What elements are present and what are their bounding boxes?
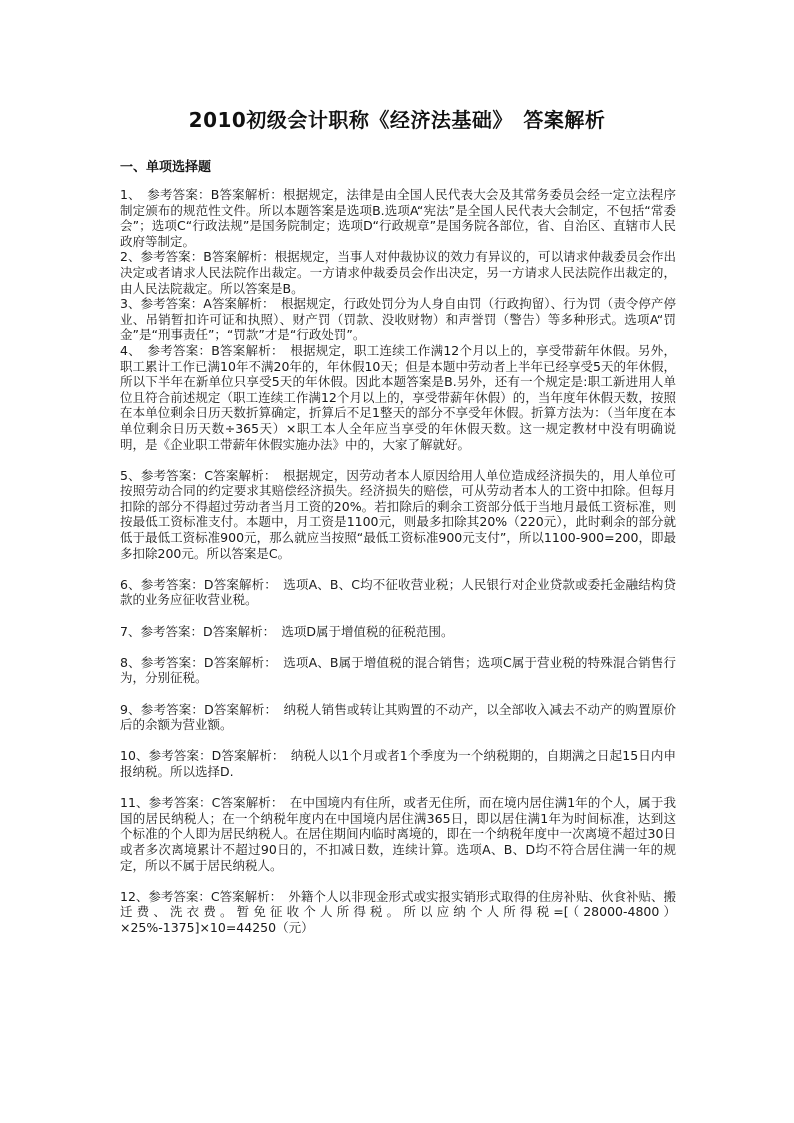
answer-list — [120, 187, 676, 936]
answer-paragraph-10: 10、参考答案：D答案解析： 纳税人以1个月或者1个季度为一个纳税期的，自期满之日起15日内申报纳税。所以选择D. — [120, 748, 676, 779]
answer-paragraph-8: 8、参考答案：D答案解析： 选项A、B属于增值税的混合销售；选项C属于营业税的特殊混合销售行为，分别征税。 — [120, 654, 676, 686]
answer-paragraph-12: 12、参考答案：C答案解析： 外籍个人以非现金形式或实报实销形式取得的住房补贴、伙食补贴、搬迁费、洗衣费。暂免征收个人所得税。所以应纳个人所得税=[（28000-4800）×25%-1375]×10=44250（元） — [120, 888, 676, 935]
answer-paragraph-9: 9、参考答案：D答案解析： 纳税人销售或转让其购置的不动产，以全部收入减去不动产的购置原价后的余额为营业额。 — [120, 701, 676, 733]
answer-paragraph-7: 7、参考答案：D答案解析： 选项D属于增值税的征税范围。 — [120, 623, 454, 639]
answer-paragraph-3: 3、参考答案：A答案解析： 根据规定，行政处罚分为人身自由罚（行政拘留）、行为罚（责令停产停业、吊销暂扣许可证和执照）、财产罚（罚款、没收财物）和声誉罚（警告）等多种形式。选项A“罚金”是“刑事责任”；“罚款”才是“行政处罚”。 — [120, 296, 676, 343]
section-heading: 一、单项选择题 — [120, 160, 212, 175]
answer-paragraph-5: 5、参考答案：C答案解析： 根据规定，因劳动者本人原因给用人单位造成经济损失的，用人单位可按照劳动合同的约定要求其赔偿经济损失。经济损失的赔偿，可从劳动者本人的工资中扣除。但每月扣除的部分不得超过劳动者当月工资的20%。若扣除后的剩余工资部分低于当地月最低工资标准，则按最低工资标准支付。本题中，月工资是1100元，则最多扣除其20%（220元），此时剩余的部分就低于最低工资标准900元，那么就应当按照“最低工资标准900元支付”，所以1100-900=200，即最多扣除200元。所以答案是C。 — [120, 467, 676, 561]
answer-paragraph-2: 2、参考答案：B答案解析：根据规定，当事人对仲裁协议的效力有异议的，可以请求仲裁委员会作出决定或者请求人民法院作出裁定。一方请求仲裁委员会作出决定，另一方请求人民法院作出裁定的，由人民法院裁定。所以答案是B。 — [120, 249, 676, 296]
answer-paragraph-1: 1、 参考答案：B答案解析：根据规定，法律是由全国人民代表大会及其常务委员会经一定立法程序制定颁布的规范性文件。所以本题答案是选项B.选项A“宪法”是全国人民代表大会制定，不包括“常委会”；选项C“行政法规”是国务院制定；选项D“行政规章”是国务院各部位，省、自治区、直辖市人民政府等制定。 — [120, 187, 676, 249]
answer-paragraph-6: 6、参考答案：D答案解析： 选项A、B、C均不征收营业税；人民银行对企业贷款或委托金融结构贷款的业务应征收营业税。 — [120, 576, 676, 608]
document-title: 2010初级会计职称《经济法基础》 答案解析 — [188, 108, 606, 132]
answer-paragraph-11: 11、参考答案：C答案解析： 在中国境内有住所，或者无住所，而在境内居住满1年的个人，属于我国的居民纳税人；在一个纳税年度内在中国境内居住满365日，即以居住满1年为时间标准，达到这个标准的个人即为居民纳税人。在居住期间内临时离境的，即在一个纳税年度中一次离境不超过30日或者多次离境累计不超过90日的，不扣减日数，连续计算。选项A、B、D均不符合居住满一年的规定，所以不属于居民纳税人。 — [120, 795, 676, 873]
answer-paragraph-4: 4、 参考答案：B答案解析： 根据规定，职工连续工作满12个月以上的，享受带薪年休假。另外，职工累计工作已满10年不满20年的，年休假10天；但是本题中劳动者上半年已经享受5天的年休假，所以下半年在新单位只享受5天的年休假。因此本题答案是B.另外，还有一个规定是:职工新进用人单位且符合前述规定（职工连续工作满12个月以上的，享受带薪年休假）的，当年度年休假天数，按照在本单位剩余日历天数折算确定，折算后不足1整天的部分不享受年休假。折算方法为：（当年度在本单位剩余日历天数÷365天）×职工本人全年应当享受的年休假天数。这一规定教材中没有明确说明，是《企业职工带薪年休假实施办法》中的，大家了解就好。 — [120, 342, 676, 452]
